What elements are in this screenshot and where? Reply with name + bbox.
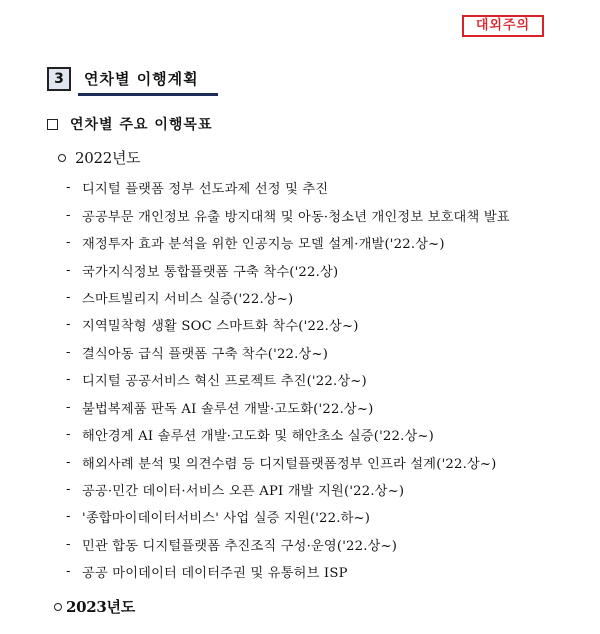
year-label: 2022년도 <box>75 149 141 167</box>
year-label: 2023년도 <box>66 598 135 616</box>
section-number: 3 <box>47 67 71 91</box>
dash-bullet: - <box>66 427 71 443</box>
list-item <box>66 229 586 256</box>
list-item <box>66 366 586 393</box>
goal-list-2022 <box>66 174 586 586</box>
list-item-text: 해외사례 분석 및 의견수렴 등 디지털플랫폼정부 인프라 설계('22.상~) <box>82 456 497 472</box>
list-item <box>66 476 586 503</box>
list-item <box>66 174 586 201</box>
circle-bullet-icon <box>58 154 66 162</box>
list-item <box>66 311 586 338</box>
section-title: 연차별 이행계획 <box>84 70 199 88</box>
section-underline <box>78 93 218 96</box>
list-item-text: 디지털 플랫폼 정부 선도과제 선정 및 추진 <box>82 182 329 198</box>
dash-bullet: - <box>66 482 71 498</box>
dash-bullet: - <box>66 536 71 552</box>
list-item <box>66 503 586 530</box>
list-item <box>66 448 586 475</box>
list-item-text: 공공 마이데이터 데이터주권 및 유통허브 ISP <box>82 566 348 582</box>
list-item-text: 결식아동 급식 플랫폼 구축 착수('22.상~) <box>82 346 329 362</box>
list-item-text: 국가지식정보 통합플랫폼 구축 착수('22.상) <box>82 264 339 280</box>
dash-bullet: - <box>66 399 71 415</box>
list-item <box>66 421 586 448</box>
list-item-text: 지역밀착형 생활 SOC 스마트화 착수('22.상~) <box>82 319 359 335</box>
list-item-text: 민관 합동 디지털플랫폼 추진조직 구성·운영('22.상~) <box>82 538 398 554</box>
list-item <box>66 531 586 558</box>
dash-bullet: - <box>66 509 71 525</box>
list-item <box>66 201 586 228</box>
dash-bullet: - <box>66 207 71 223</box>
dash-bullet: - <box>66 317 71 333</box>
dash-bullet: - <box>66 180 71 196</box>
subsection-title: 연차별 주요 이행목표 <box>70 117 213 133</box>
circle-bullet-icon <box>54 603 62 611</box>
list-item-text: 디지털 공공서비스 혁신 프로젝트 추진('22.상~) <box>82 374 367 390</box>
list-item-text: 스마트빌리지 서비스 실증('22.상~) <box>82 291 294 307</box>
list-item-text: 공공·민간 데이터·서비스 오픈 API 개발 지원('22.상~) <box>82 484 405 500</box>
list-item <box>66 284 586 311</box>
dash-bullet: - <box>66 564 71 580</box>
list-item <box>66 558 586 585</box>
list-item <box>66 256 586 283</box>
dash-bullet: - <box>66 372 71 388</box>
year-heading-2022 <box>58 147 140 168</box>
subsection-heading <box>47 114 212 134</box>
list-item <box>66 339 586 366</box>
dash-bullet: - <box>66 289 71 305</box>
list-item-text: '종합마이데이터서비스' 사업 실증 지원('22.하~) <box>82 511 371 527</box>
list-item-text: 불법복제품 판독 AI 솔루션 개발·고도화('22.상~) <box>82 401 374 417</box>
list-item <box>66 394 586 421</box>
dash-bullet: - <box>66 235 71 251</box>
square-bullet-icon <box>47 119 58 130</box>
list-item-text: 해안경계 AI 솔루션 개발·고도화 및 해안초소 실증('22.상~) <box>82 429 434 445</box>
dash-bullet: - <box>66 262 71 278</box>
year-heading-2023 <box>54 596 135 617</box>
list-item-text: 공공부문 개인정보 유출 방지대책 및 아동·청소년 개인정보 보호대책 발표 <box>82 209 510 225</box>
dash-bullet: - <box>66 454 71 470</box>
list-item-text: 재정투자 효과 분석을 위한 인공지능 모델 설계·개발('22.상~) <box>82 237 445 253</box>
confidential-stamp: 대외주의 <box>462 15 544 37</box>
dash-bullet: - <box>66 344 71 360</box>
